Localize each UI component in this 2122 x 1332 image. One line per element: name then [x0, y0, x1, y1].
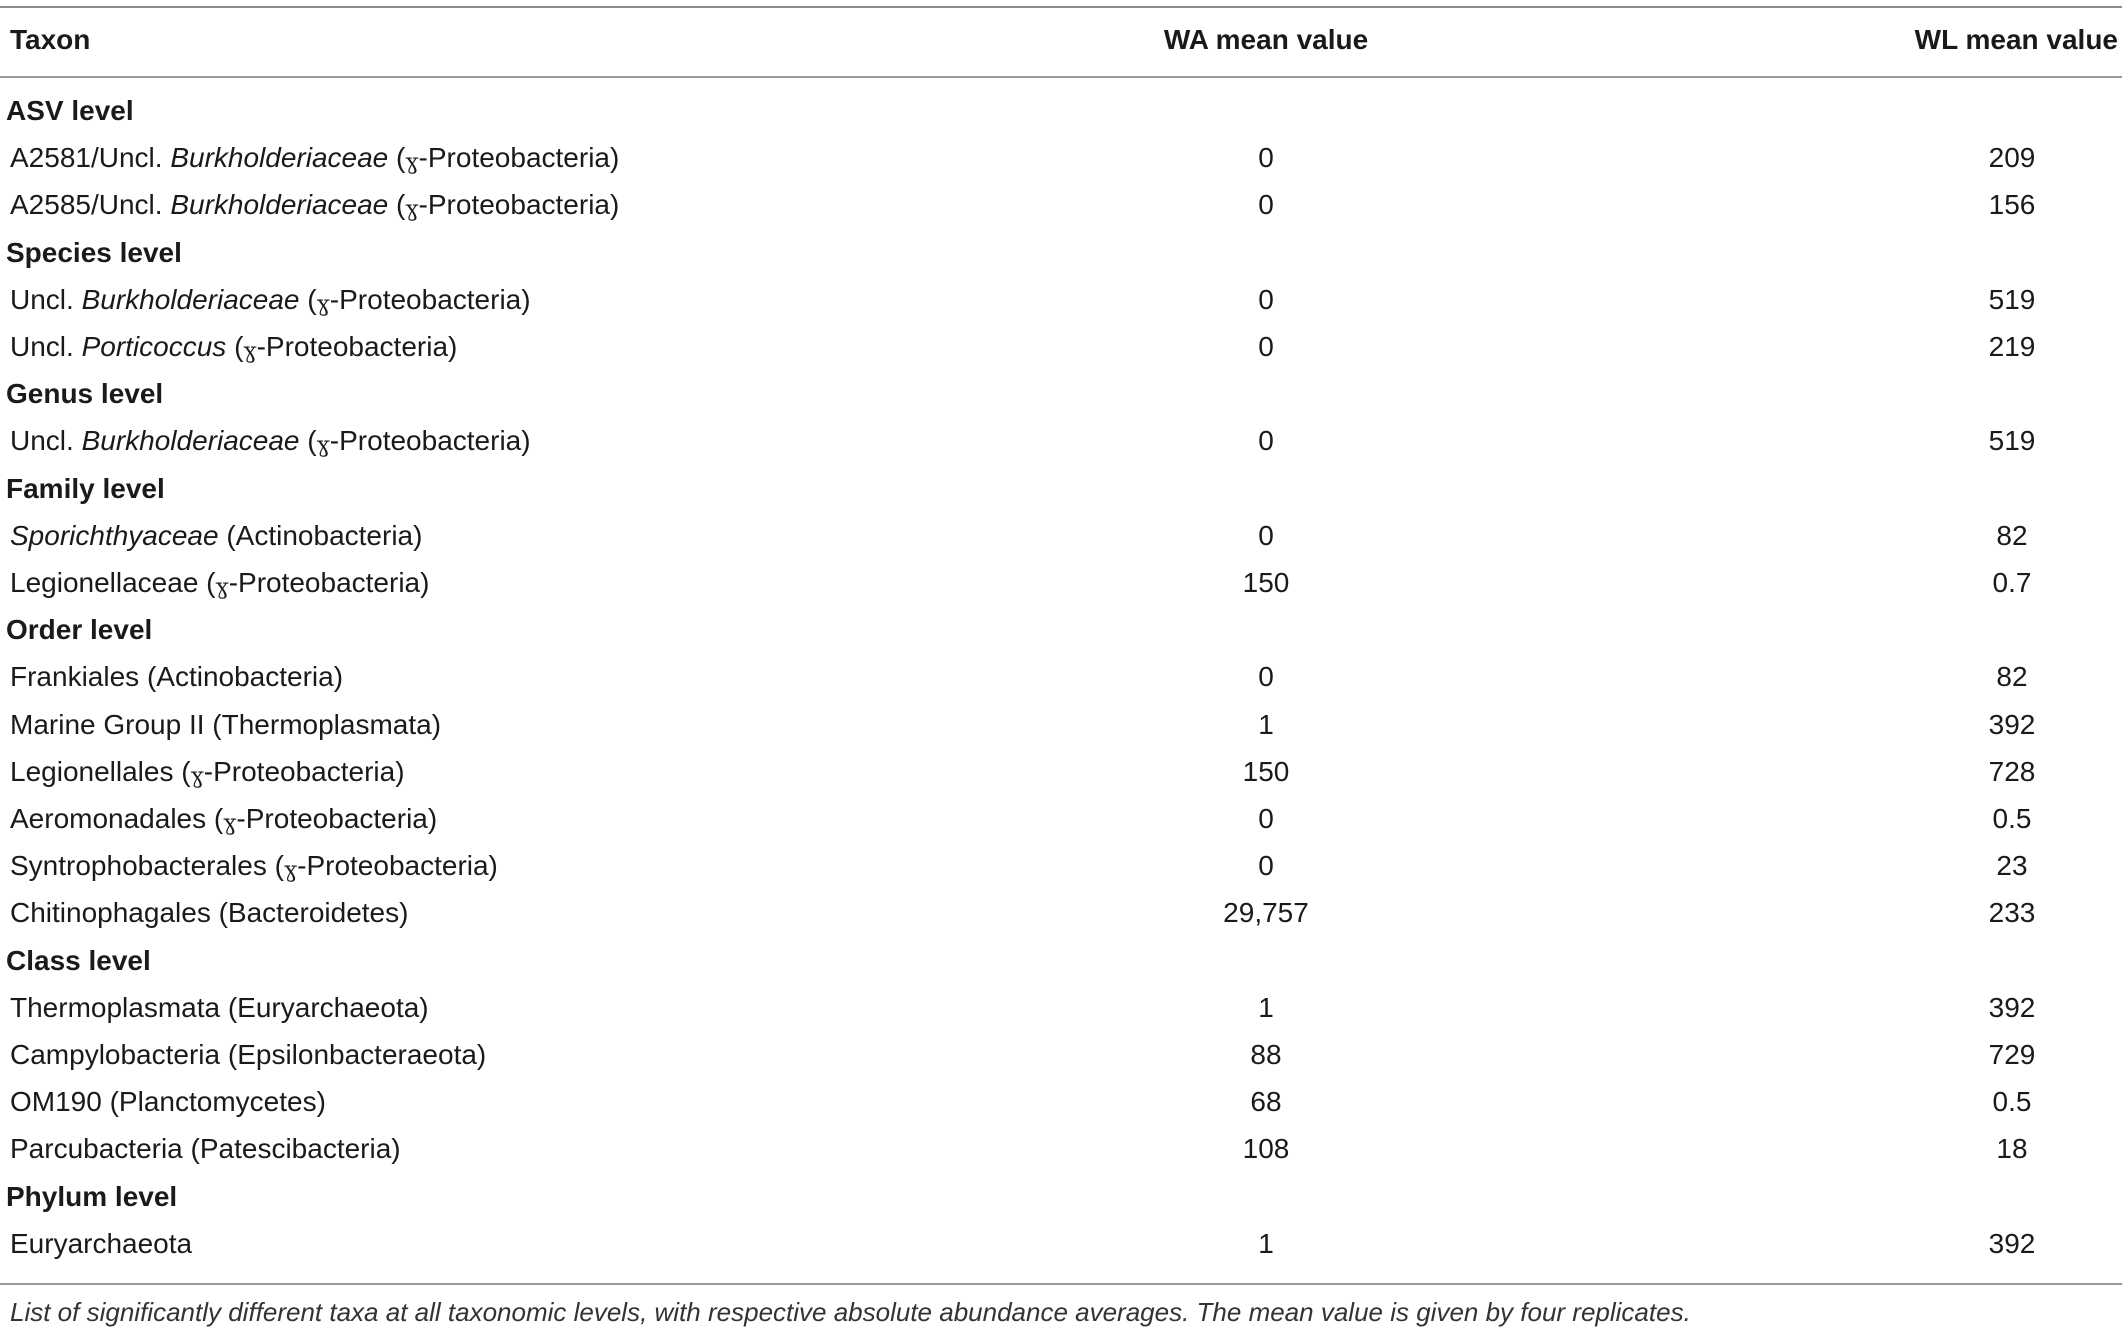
table-row [0, 512, 2122, 559]
table-row [0, 1078, 2122, 1125]
taxon-suffix-open: ( [198, 567, 216, 598]
taxon-cell [10, 559, 429, 606]
section-heading: Family level [6, 472, 165, 504]
wl-mean-value: 729 [1988, 1039, 2036, 1070]
wa-mean-value: 150 [1242, 567, 1290, 598]
table-row [0, 1125, 2122, 1172]
taxon-prefix: Legionellaceae [10, 567, 199, 598]
table-row [0, 559, 2122, 606]
taxon-prefix: Parcubacteria (Patescibacteria) [10, 1133, 401, 1165]
taxon-prefix: A2585/Uncl. [10, 189, 171, 221]
taxon-suffix: -Proteobacteria) [203, 755, 405, 787]
taxon-suffix-open: ( [206, 803, 224, 834]
table-row [0, 134, 2122, 181]
taxon-cell [10, 134, 619, 181]
wa-mean-value: 1 [1258, 1227, 1274, 1259]
taxon-prefix: Thermoplasmata (Euryarchaeota) [10, 991, 429, 1023]
taxon-cell [10, 842, 498, 889]
taxon-prefix: Uncl. [10, 425, 82, 457]
table-row [0, 748, 2122, 795]
taxon-cell [10, 323, 457, 370]
wa-mean-value: 68 [1250, 1086, 1282, 1118]
taxon-cell [10, 701, 441, 748]
taxon-suffix-open: ( [388, 189, 406, 221]
gamma-symbol: ɣ [215, 575, 229, 600]
section-heading-row [0, 1173, 2122, 1220]
taxon-suffix: -Proteobacteria) [297, 850, 498, 882]
wl-mean-value: 392 [1988, 708, 2036, 740]
section-heading-row [0, 465, 2122, 512]
table-row [0, 323, 2122, 370]
header-wl-mean-label: WL mean value [1914, 24, 2118, 55]
wl-mean-value: 728 [1988, 755, 2036, 787]
taxon-suffix-open: ( [388, 142, 406, 174]
taxon-italic-name: Burkholderiaceae [170, 142, 389, 174]
taxon-prefix: Marine Group II (Thermoplasmata) [10, 708, 442, 740]
section-heading: Order level [6, 614, 153, 646]
wl-mean-value: 18 [1996, 1133, 2028, 1165]
taxon-prefix: Frankiales (Actinobacteria) [10, 661, 344, 693]
wa-mean-value: 0 [1258, 283, 1274, 315]
table-header-rule [0, 76, 2122, 78]
gamma-symbol: ɣ [405, 197, 419, 223]
taxon-italic-name: Sporichthyaceae [10, 519, 219, 551]
wa-mean-value: 1 [1258, 708, 1274, 740]
section-heading: Class level [6, 944, 151, 976]
table-row [0, 701, 2122, 748]
taxon-prefix: Legionellales [10, 755, 174, 787]
taxon-prefix: Uncl. [10, 283, 82, 315]
wa-mean-value: 108 [1242, 1133, 1290, 1165]
taxon-suffix-open: (Actinobacteria) [218, 519, 423, 551]
taxon-cell [10, 889, 408, 936]
wl-mean-value: 233 [1988, 897, 2036, 929]
taxon-cell [10, 512, 422, 559]
taxon-prefix: Campylobacteria (Epsilonbacteraeota) [10, 1039, 487, 1070]
wa-mean-value: 0 [1258, 850, 1274, 882]
taxon-prefix: OM190 (Planctomycetes) [10, 1086, 326, 1118]
gamma-symbol: ɣ [316, 291, 330, 317]
wa-mean-value: 88 [1250, 1039, 1282, 1070]
wa-mean-value: 1 [1258, 991, 1274, 1023]
table-top-rule [0, 6, 2122, 8]
table-row [0, 181, 2122, 228]
taxon-cell [10, 1031, 486, 1078]
wa-mean-value: 0 [1258, 425, 1274, 457]
wl-mean-value: 392 [1988, 1227, 2036, 1259]
table-row [0, 795, 2122, 842]
taxon-italic-name: Porticoccus [81, 331, 227, 362]
taxon-cell [10, 795, 437, 842]
wl-mean-value: 219 [1988, 331, 2036, 362]
table-row [0, 889, 2122, 936]
taxon-cell [10, 417, 531, 464]
taxon-cell [10, 1220, 192, 1267]
table-row [0, 417, 2122, 464]
table-header-row [0, 16, 2122, 63]
header-wl-mean [1915, 16, 2118, 63]
section-heading: ASV level [6, 95, 134, 126]
wl-mean-value: 23 [1996, 850, 2028, 882]
section-heading-row [0, 606, 2122, 653]
wa-mean-value: 0 [1258, 519, 1274, 551]
wl-mean-value: 156 [1988, 189, 2036, 221]
table-row [0, 276, 2122, 323]
taxon-italic-name: Burkholderiaceae [81, 425, 300, 457]
taxon-prefix: Euryarchaeota [10, 1227, 193, 1259]
wl-mean-value: 82 [1996, 661, 2028, 693]
wl-mean-value: 0.5 [1992, 803, 2032, 834]
wa-mean-value: 0 [1258, 142, 1274, 174]
taxon-suffix: -Proteobacteria) [256, 331, 458, 362]
taxon-prefix: Chitinophagales (Bacteroidetes) [10, 897, 409, 929]
header-taxon: Taxon [10, 24, 91, 55]
taxon-suffix: -Proteobacteria) [236, 803, 438, 834]
taxon-suffix-open: ( [299, 425, 317, 457]
table-row [0, 653, 2122, 700]
header-wa-mean-label: WA mean value [1163, 24, 1369, 55]
taxon-italic-name: Burkholderiaceae [170, 189, 389, 221]
gamma-symbol: ɣ [243, 339, 257, 364]
table-row [0, 1031, 2122, 1078]
wa-mean-value: 150 [1242, 755, 1290, 787]
wa-mean-value: 0 [1258, 331, 1274, 362]
wa-mean-value: 0 [1258, 189, 1274, 221]
gamma-symbol: ɣ [190, 763, 204, 789]
gamma-symbol: ɣ [223, 811, 237, 836]
section-heading-row [0, 937, 2122, 984]
gamma-symbol: ɣ [283, 858, 298, 884]
wa-mean-value: 0 [1258, 803, 1274, 834]
taxon-suffix-open: ( [266, 850, 284, 882]
taxon-prefix: Uncl. [10, 331, 82, 362]
taxon-prefix: A2581/Uncl. [10, 142, 171, 174]
table-bottom-rule [0, 1283, 2122, 1285]
taxon-suffix-open: ( [226, 331, 244, 362]
taxon-prefix: Aeromonadales [10, 803, 207, 834]
taxon-suffix: -Proteobacteria) [418, 189, 620, 221]
gamma-symbol: ɣ [316, 433, 330, 459]
section-heading: Species level [6, 236, 182, 268]
taxon-italic-name: Burkholderiaceae [81, 283, 300, 315]
wl-mean-value: 392 [1988, 991, 2036, 1023]
wa-mean-value: 0 [1258, 661, 1274, 693]
taxon-cell [10, 1125, 401, 1172]
taxon-cell [10, 653, 343, 700]
wl-mean-value: 82 [1996, 519, 2028, 551]
taxon-suffix: -Proteobacteria) [329, 425, 531, 457]
taxon-prefix: Syntrophobacterales [10, 850, 267, 882]
taxon-cell [10, 276, 531, 323]
table-row [0, 842, 2122, 889]
wl-mean-value: 0.7 [1992, 567, 2032, 598]
section-heading: Genus level [6, 378, 164, 410]
section-heading-row [0, 370, 2122, 417]
wa-mean-value: 29,757 [1223, 897, 1309, 929]
section-heading-row [0, 87, 2122, 134]
wl-mean-value: 519 [1988, 425, 2036, 457]
table-row [0, 984, 2122, 1031]
section-heading: Phylum level [6, 1180, 178, 1212]
taxon-cell [10, 748, 405, 795]
taxon-suffix-open: ( [299, 283, 317, 315]
section-heading-row [0, 229, 2122, 276]
taxon-suffix-open: ( [173, 755, 191, 787]
gamma-symbol: ɣ [405, 150, 419, 176]
taxon-cell [10, 1078, 326, 1125]
table-row [0, 1220, 2122, 1267]
taxon-cell [10, 984, 429, 1031]
wl-mean-value: 209 [1988, 142, 2036, 174]
table-caption: List of significantly different taxa at all taxonomic levels, with respective absolute abundance averages. The mean value is given by four replicates. [10, 1297, 1691, 1327]
wl-mean-value: 519 [1988, 283, 2036, 315]
taxon-suffix: -Proteobacteria) [228, 567, 430, 598]
taxon-suffix: -Proteobacteria) [418, 142, 620, 174]
taxon-cell [10, 181, 619, 228]
wl-mean-value: 0.5 [1992, 1086, 2032, 1118]
taxon-suffix: -Proteobacteria) [329, 283, 531, 315]
